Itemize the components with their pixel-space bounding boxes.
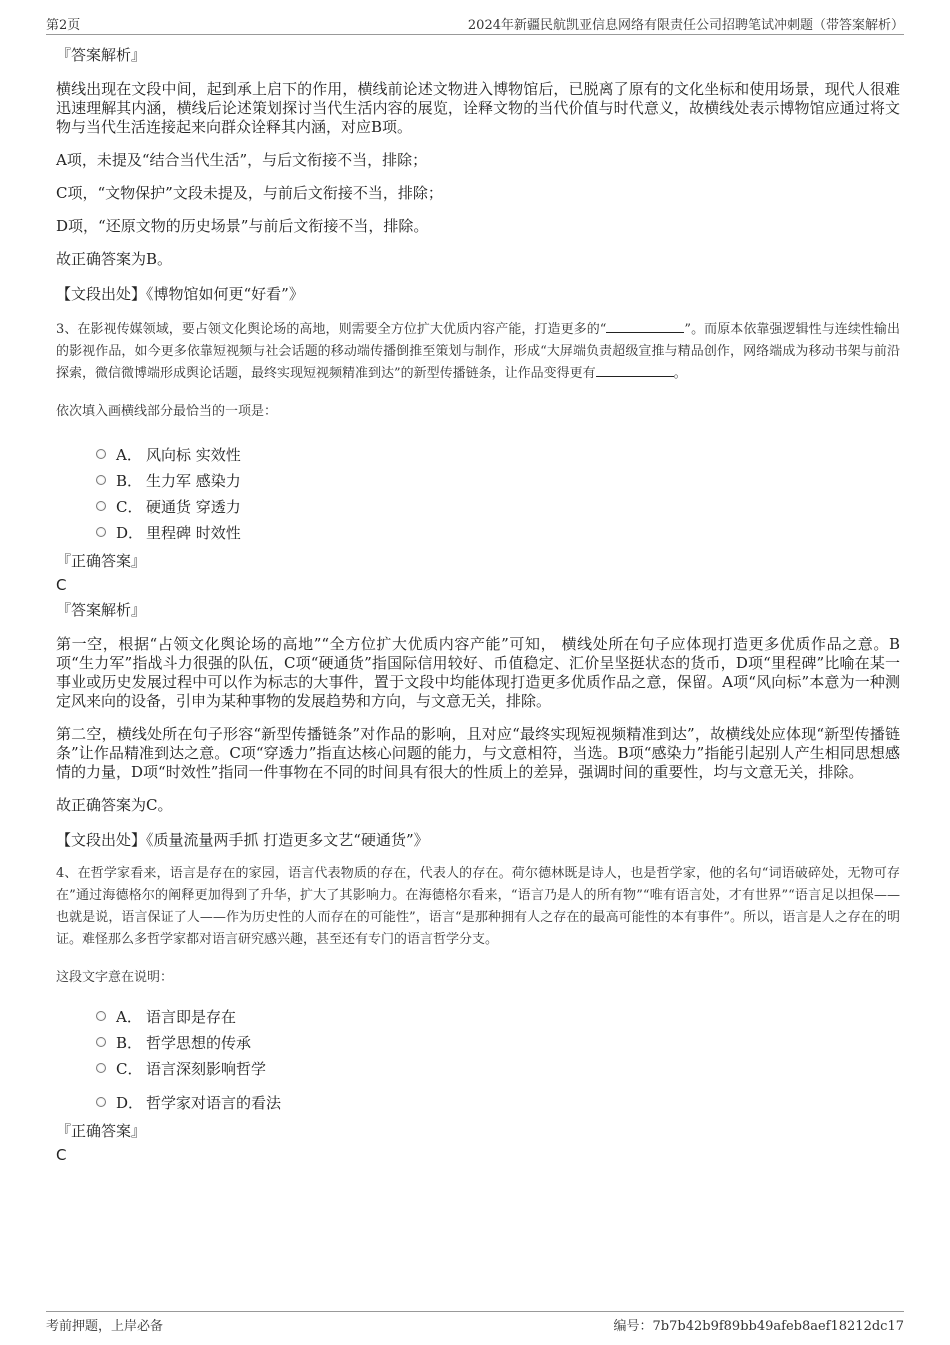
option-text: 生力军 感染力 xyxy=(146,471,241,490)
q4-option-d[interactable] xyxy=(96,1089,900,1115)
q4-stem: 4、在哲学家看来，语言是存在的家园，语言代表物质的存在，代表人的存在。荷尔德林既是诗人，也是哲学家，他的名句“词语破碎处，无物可存在”通过海德格尔的阐释更加得到了升华，扩大了其影响力。在海德格尔看来，“语言乃是人的所有物”“唯有语言处，才有世界”“语言足以担保——也就是说，语言保证了人——作为历史性的人而存在的可能性”，语言“是那种拥有人之存在的最高可能性的本有事件”。所以，语言是人之存在的明证。难怪那么多哲学家都对语言研究感兴趣，甚至还有专门的语言哲学分支。 xyxy=(56,866,900,947)
q4-option-a[interactable] xyxy=(96,1003,900,1029)
radio-icon[interactable] xyxy=(96,449,106,459)
q2-analysis-p2: A项，未提及“结合当代生活”，与后文衔接不当，排除； xyxy=(56,151,428,169)
q3-conclusion: 故正确答案为C。 xyxy=(56,796,173,814)
radio-icon[interactable] xyxy=(96,1063,106,1073)
document-title: 2024年新疆民航凯亚信息网络有限责任公司招聘笔试冲刺题（带答案解析） xyxy=(467,18,904,33)
option-text: 哲学思想的传承 xyxy=(146,1033,252,1052)
q4-correct-answer: C xyxy=(56,1146,67,1164)
q3-analysis-p1: 第一空，根据“占领文化舆论场的高地”“全方位扩大优质内容产能”可知， 横线处所在句子应体现打造更多优质作品之意。B项“生力军”指战斗力很强的队伍，C项“硬通货”指国际信用较好、币值稳定、汇价呈坚挺状态的货币，D项“里程碑”比喻在某一事业或历史发展过程中可以作为标志的大事件，置于文段中均能体现打造更多优质作品之意，保留。A项“风向标”本意为一种测定风来向的设备，引申为某种事物的发展趋势和方向，与文意无关，排除。 xyxy=(56,635,900,710)
q3-stem-part-c: 。 xyxy=(673,366,687,381)
q3-options xyxy=(96,441,900,545)
q2-analysis-label: 『答案解析』 xyxy=(56,46,147,64)
radio-icon[interactable] xyxy=(96,475,106,485)
option-letter: B． xyxy=(116,1033,143,1052)
q4-option-c[interactable] xyxy=(96,1055,900,1081)
page-header xyxy=(46,14,904,35)
page-number: 第2页 xyxy=(46,18,81,33)
document-id: 编号：7b7b42b9f89bb49afeb8aef18212dc17 xyxy=(613,1319,904,1334)
q3-stem-part-a: 3、在影视传媒领域，要占领文化舆论场的高地，则需要全方位扩大优质内容产能，打造更多的“ xyxy=(56,322,607,337)
option-text: 里程碑 时效性 xyxy=(146,523,241,542)
q2-analysis-p1: 横线出现在文段中间，起到承上启下的作用，横线前论述文物进入博物馆后，已脱离了原有的文化坐标和使用场景，现代人很难迅速理解其内涵，横线后论述策划探讨当代生活内容的展览，诠释文物的当代价值与时代意义，故横线处表示博物馆应通过将文物与当代生活连接起来向群众诠释其内涵，对应B项。 xyxy=(56,80,900,136)
option-text: 语言深刻影响哲学 xyxy=(146,1059,267,1078)
page-footer xyxy=(46,1311,904,1334)
radio-icon[interactable] xyxy=(96,1011,106,1021)
option-letter: B． xyxy=(116,471,143,490)
option-letter: A． xyxy=(116,445,142,464)
q3-option-b[interactable] xyxy=(96,467,900,493)
q4-options xyxy=(96,1003,900,1115)
q2-analysis-p4: D项，“还原文物的历史场景”与前后文衔接不当，排除。 xyxy=(56,217,429,235)
page-content xyxy=(56,44,900,1169)
radio-icon[interactable] xyxy=(96,501,106,511)
option-text: 风向标 实效性 xyxy=(146,445,241,464)
q2-source: 【文段出处】《博物馆如何更“好看”》 xyxy=(56,285,304,303)
q3-correct-label: 『正确答案』 xyxy=(56,552,147,570)
q3-blank-1 xyxy=(606,320,684,333)
q3-option-a[interactable] xyxy=(96,441,900,467)
option-text: 哲学家对语言的看法 xyxy=(146,1093,282,1112)
radio-icon[interactable] xyxy=(96,1037,106,1047)
option-letter: D． xyxy=(116,523,144,542)
option-letter: C． xyxy=(116,1059,143,1078)
q3-stem-part-b: ”。而原本依靠强逻辑性与连续性输出的影视作品，如今更多依靠短视频与社会话题的移动端传播倒推至策划与制作，形成“大屏端负责超级宣推与精品创作，网络端成为移动书架与前沿探索，微信微博端形成舆论话题，最终实现短视频精准到达”的新型传播链条，让作品变得更有 xyxy=(56,322,900,381)
option-letter: C． xyxy=(116,497,143,516)
q3-blank-2 xyxy=(596,364,674,377)
q3-option-d[interactable] xyxy=(96,519,900,545)
q2-conclusion: 故正确答案为B。 xyxy=(56,250,173,268)
radio-icon[interactable] xyxy=(96,1097,106,1107)
q3-option-c[interactable] xyxy=(96,493,900,519)
q2-analysis-p3: C项，“文物保护”文段未提及，与前后文衔接不当，排除； xyxy=(56,184,443,202)
q3-correct-answer: C xyxy=(56,576,67,594)
q3-stem xyxy=(56,319,900,385)
q3-prompt: 依次填入画横线部分最恰当的一项是： xyxy=(56,404,278,419)
option-text: 硬通货 穿透力 xyxy=(146,497,241,516)
footer-slogan: 考前押题，上岸必备 xyxy=(46,1319,164,1334)
q3-analysis-label: 『答案解析』 xyxy=(56,601,147,619)
option-letter: A． xyxy=(116,1007,142,1026)
q4-correct-label: 『正确答案』 xyxy=(56,1122,147,1140)
q3-analysis-p2: 第二空，横线处所在句子形容“新型传播链条”对作品的影响，且对应“最终实现短视频精准到达”，故横线处应体现“新型传播链条”让作品精准到达之意。C项“穿透力”指直达核心问题的能力，与文意相符，当选。B项“感染力”指能引起别人产生相同思想感情的力量，D项“时效性”指同一件事物在不同的时间具有很大的性质上的差异，强调时间的重要性，均与文意无关，排除。 xyxy=(56,725,900,781)
q3-source: 【文段出处】《质量流量两手抓 打造更多文艺“硬通货”》 xyxy=(56,831,429,849)
q4-option-b[interactable] xyxy=(96,1029,900,1055)
radio-icon[interactable] xyxy=(96,527,106,537)
option-letter: D． xyxy=(116,1093,144,1112)
option-text: 语言即是存在 xyxy=(146,1007,237,1026)
q4-prompt: 这段文字意在说明： xyxy=(56,970,174,985)
